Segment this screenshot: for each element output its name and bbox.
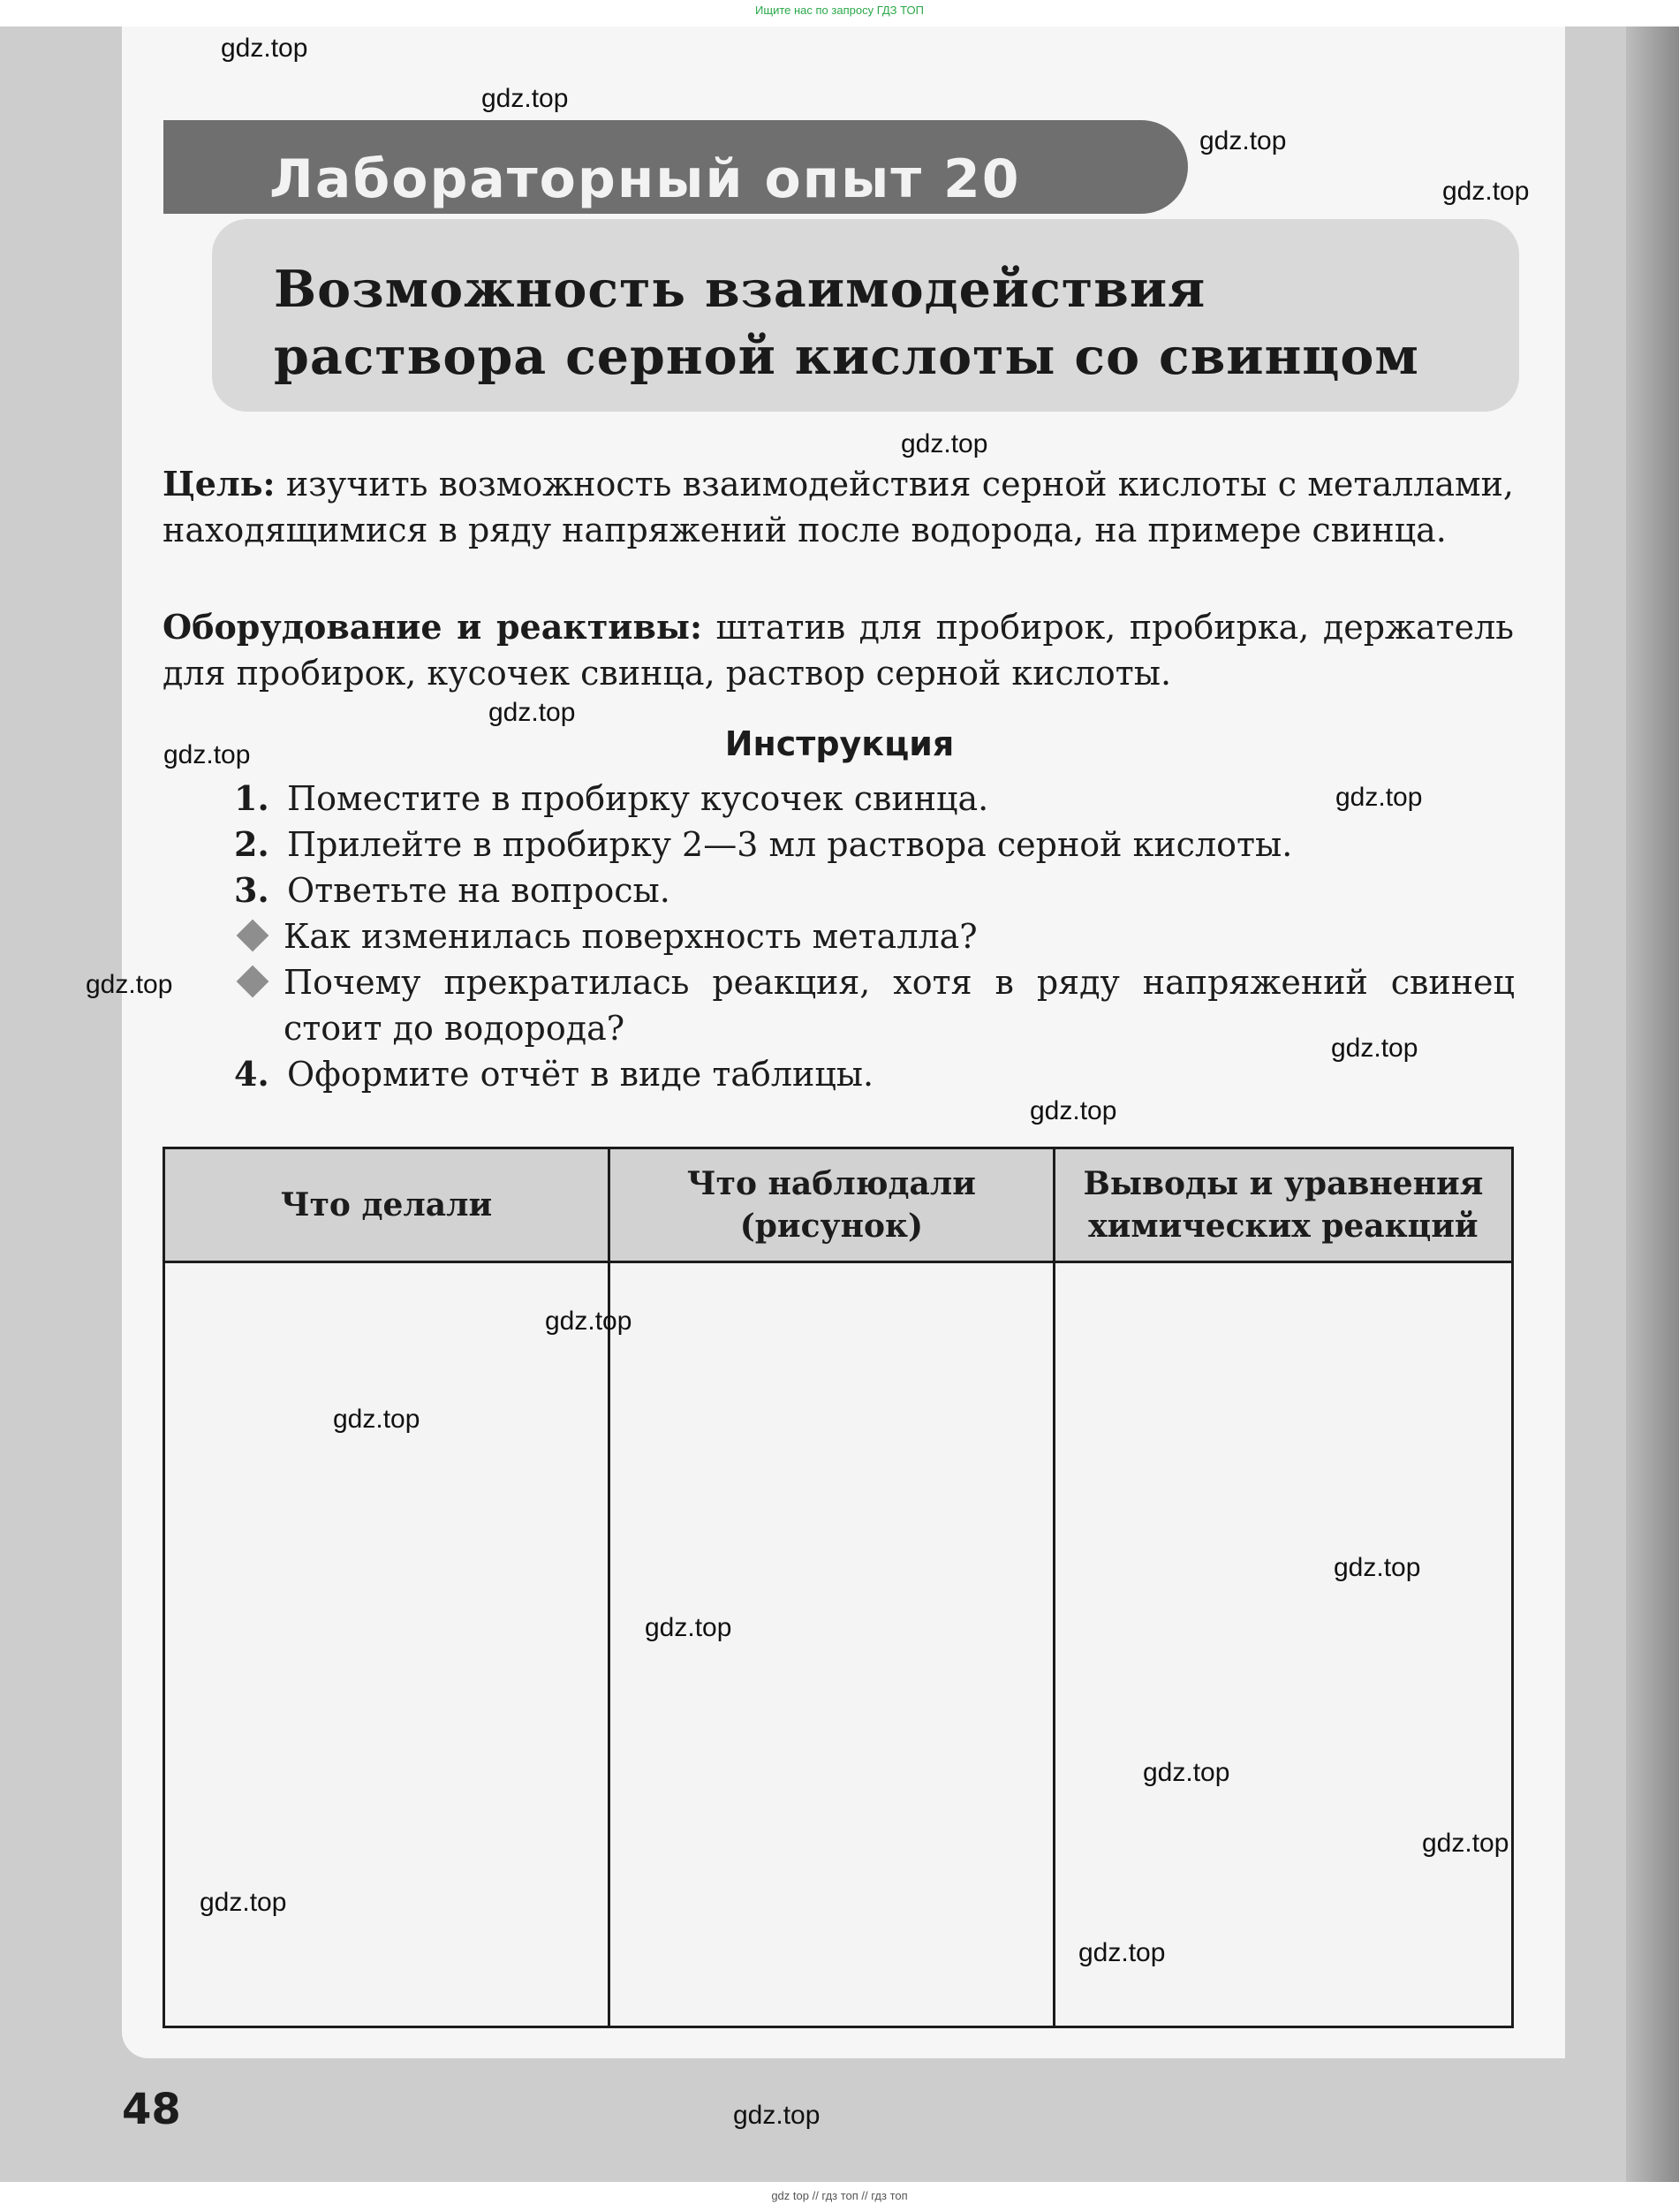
step-4 (234, 1051, 1515, 1097)
watermark: gdz.top (86, 970, 173, 999)
watermark: gdz.top (1442, 177, 1530, 206)
book-spine (1626, 27, 1679, 2182)
watermark: gdz.top (481, 84, 569, 113)
table-header-conclusions: Выводы и уравнения химических реакций (1054, 1148, 1512, 1262)
step-3 (234, 867, 1515, 913)
watermark: gdz.top (221, 34, 308, 63)
step-text: Прилейте в пробирку 2—3 мл раствора серной кислоты. (287, 825, 1293, 864)
report-table (163, 1147, 1514, 2028)
step-2 (234, 822, 1515, 867)
table-header-observed: Что наблюдали (рисунок) (609, 1148, 1054, 1262)
question-text: Почему прекратилась реакция, хотя в ряду напряжений свинец стоит до водорода? (284, 963, 1515, 1048)
watermark: gdz.top (1331, 1034, 1418, 1063)
step-1 (234, 776, 1515, 822)
question-2 (159, 959, 1515, 1051)
table-cell-observed[interactable] (609, 1262, 1054, 2027)
instruction-list (234, 776, 1515, 1097)
lab-title: Лабораторный опыт 20 (269, 148, 1021, 210)
watermark: gdz.top (1078, 1938, 1166, 1967)
watermark: gdz.top (1335, 783, 1423, 812)
diamond-bullet-icon (237, 966, 269, 998)
question-1 (234, 913, 1515, 959)
step-number: 3. (234, 870, 269, 910)
watermark: gdz.top (733, 2101, 821, 2130)
watermark: gdz.top (200, 1888, 287, 1917)
step-text: Ответьте на вопросы. (287, 871, 670, 910)
instruction-heading: Инструкция (724, 724, 955, 763)
page-number: 48 (122, 2085, 181, 2134)
watermark: gdz.top (163, 740, 251, 769)
watermark: gdz.top (1143, 1758, 1230, 1787)
goal-label: Цель: (163, 464, 276, 504)
table-row (164, 1262, 1513, 2027)
bottom-note: gdz top // гдз топ // гдз топ (771, 2189, 908, 2202)
watermark: gdz.top (901, 429, 988, 458)
watermark: gdz.top (1199, 126, 1287, 155)
equipment-text: штатив для пробирок, пробирка, держатель для пробирок, кусочек свинца, раствор серной кислоты. (163, 608, 1514, 693)
equipment-paragraph (163, 604, 1514, 696)
step-text: Поместите в пробирку кусочек свинца. (287, 779, 989, 818)
table-cell-conclusions[interactable] (1054, 1262, 1512, 2027)
title-line-2: раствора серной кислоты со свинцом (274, 327, 1419, 386)
watermark: gdz.top (545, 1307, 632, 1336)
watermark: gdz.top (1334, 1553, 1421, 1582)
goal-text: изучить возможность взаимодействия серной кислоты с металлами, находящимися в ряду напряжений после водорода, на примере свинца. (163, 465, 1514, 549)
equipment-label: Оборудование и реактивы: (163, 607, 703, 647)
diamond-bullet-icon (237, 920, 269, 952)
watermark: gdz.top (645, 1613, 732, 1642)
question-text: Как изменилась поверхность металла? (284, 917, 978, 956)
table-header-done: Что делали (164, 1148, 609, 1262)
watermark: gdz.top (333, 1405, 420, 1434)
watermark: gdz.top (488, 698, 576, 727)
top-note: Ищите нас по запросу ГДЗ ТОП (755, 4, 924, 17)
step-number: 2. (234, 824, 269, 864)
table-header-row (164, 1148, 1513, 1262)
step-text: Оформите отчёт в виде таблицы. (287, 1055, 874, 1094)
goal-paragraph (163, 461, 1514, 553)
title-line-1: Возможность взаимодействия (274, 260, 1206, 319)
step-number: 4. (234, 1054, 269, 1094)
watermark: gdz.top (1030, 1096, 1117, 1125)
watermark: gdz.top (1422, 1829, 1509, 1858)
main-title (274, 256, 1510, 390)
step-number: 1. (234, 778, 269, 818)
